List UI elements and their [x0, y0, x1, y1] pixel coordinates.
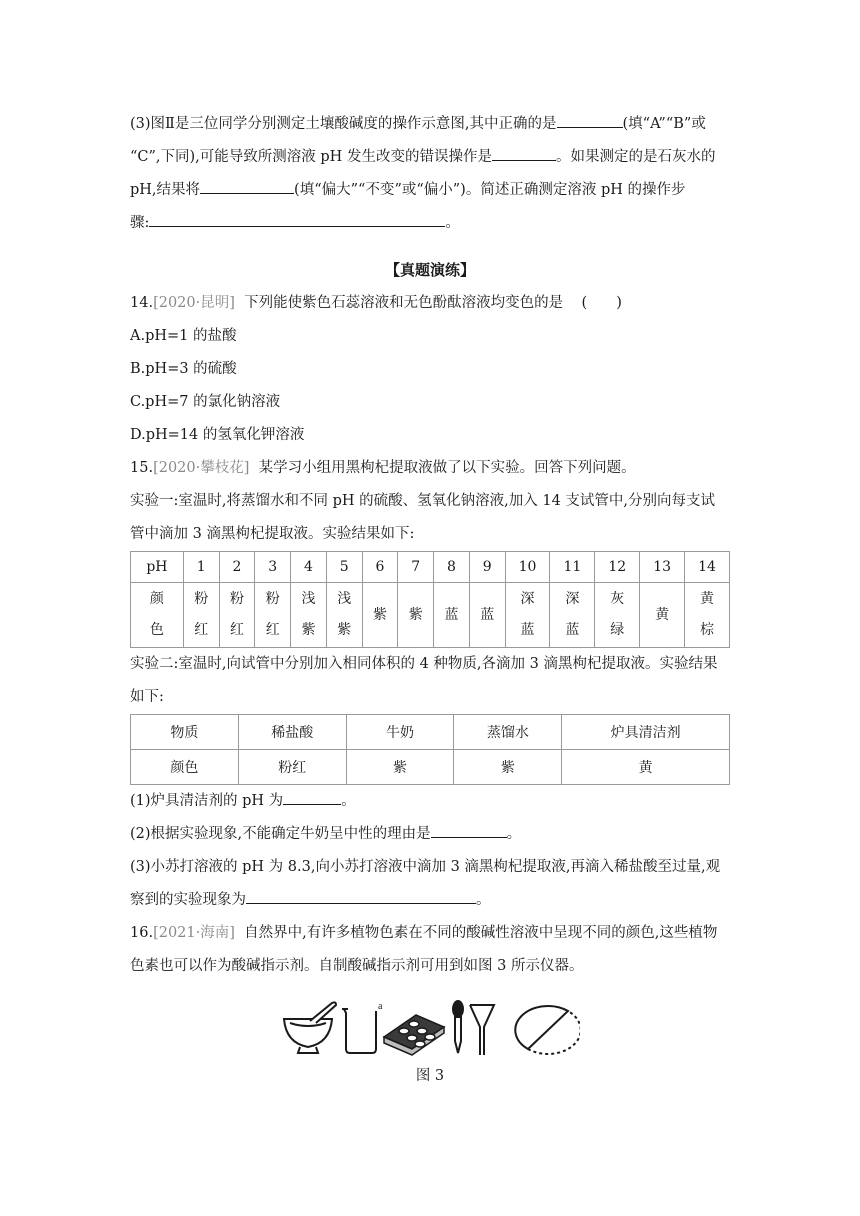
answer-blank[interactable]: [431, 821, 507, 838]
beaker-icon: [342, 1009, 376, 1053]
table-cell: 黄 棕: [685, 583, 730, 648]
q13-line2: “C”,下同),可能导致所测溶液 pH 发生改变的错误操作是 。如果测定的是石灰水的: [130, 141, 730, 174]
q13-line4: 骤: 。: [130, 207, 730, 240]
table-cell: 1: [183, 552, 219, 583]
table-header-cell: 炉具清洁剂: [562, 715, 730, 750]
substance-color-table: [130, 714, 730, 785]
table-cell: 紫: [346, 750, 454, 785]
table-cell: 8: [434, 552, 470, 583]
q15-exp1-line2: 管中滴加 3 滴黑枸杞提取液。实验结果如下:: [130, 526, 415, 542]
table-cell: 11: [550, 552, 595, 583]
table-cell: 粉 红: [255, 583, 291, 648]
table-cell: 蓝: [469, 583, 505, 648]
answer-blank[interactable]: [283, 788, 341, 805]
filter-paper-icon: [515, 1006, 580, 1054]
table-cell: 14: [685, 552, 730, 583]
section-title: 【真题演练】: [384, 261, 475, 279]
q13-line3: pH,结果将 (填“偏大”“不变”或“偏小”)。简述正确测定溶液 pH 的操作步: [130, 174, 730, 207]
q15-stem: 15.[2020·攀枝花] 某学习小组用黑枸杞提取液做了以下实验。回答下列问题。: [130, 460, 636, 476]
q16-stem: 16.[2021·海南] 自然界中,有许多植物色素在不同的酸碱性溶液中呈现不同的颜色,这些植物: [130, 925, 718, 941]
table-cell: 2: [219, 552, 255, 583]
answer-blank[interactable]: [557, 111, 623, 128]
table-row: [131, 750, 730, 785]
table-cell: 粉 红: [183, 583, 219, 648]
table-cell: 3: [255, 552, 291, 583]
q15-sub3-line1: (3)小苏打溶液的 pH 为 8.3,向小苏打溶液中滴加 3 滴黑枸杞提取液,再滴入稀盐酸至过量,观: [130, 859, 721, 875]
table-header-cell: pH: [131, 552, 184, 583]
q15-sub2: (2)根据实验现象,不能确定牛奶呈中性的理由是 。: [130, 818, 730, 851]
table-cell: 10: [505, 552, 550, 583]
q15-source: [2020·攀枝花]: [153, 460, 250, 476]
table-cell: 粉 红: [219, 583, 255, 648]
q14-source: [2020·昆明]: [153, 295, 235, 311]
q15-sub3-line2: 察到的实验现象为 。: [130, 884, 730, 917]
worksheet-page: [130, 108, 730, 1091]
table-cell: 4: [291, 552, 327, 583]
table-row: [131, 552, 730, 583]
q16-source: [2021·海南]: [153, 925, 235, 941]
table-cell: 5: [326, 552, 362, 583]
table-cell: 浅 紫: [326, 583, 362, 648]
table-cell: 7: [398, 552, 434, 583]
table-cell: 黄: [640, 583, 685, 648]
table-cell: 黄: [562, 750, 730, 785]
table-cell: 6: [362, 552, 398, 583]
answer-blank[interactable]: [200, 177, 294, 194]
table-cell: 13: [640, 552, 685, 583]
q14-option-a[interactable]: A.pH=1 的盐酸: [130, 328, 237, 344]
table-row: [131, 583, 730, 648]
lab-instruments-illustration: [280, 997, 580, 1057]
table-cell: 深 蓝: [550, 583, 595, 648]
q15-exp2-line2: 如下:: [130, 689, 164, 705]
answer-blank[interactable]: [492, 144, 556, 161]
table-cell: 蓝: [434, 583, 470, 648]
spot-plate-icon: [384, 1015, 444, 1055]
table-cell: 紫: [454, 750, 562, 785]
table-cell: 紫: [398, 583, 434, 648]
answer-blank[interactable]: [246, 887, 476, 904]
figure-label: a: [378, 1001, 383, 1012]
table-row: [131, 715, 730, 750]
table-header-cell: 物质: [131, 715, 239, 750]
q16-stem-line2: 色素也可以作为酸碱指示剂。自制酸碱指示剂可用到如图 3 所示仪器。: [130, 958, 584, 974]
q15-exp2-line1: 实验二:室温时,向试管中分别加入相同体积的 4 种物质,各滴加 3 滴黑枸杞提取液。实验结果: [130, 656, 718, 672]
funnel-icon: [470, 1005, 494, 1055]
mortar-pestle-icon: [284, 1002, 336, 1053]
table-header-cell: 稀盐酸: [238, 715, 346, 750]
table-cell: 粉红: [238, 750, 346, 785]
table-cell: 颜色: [131, 750, 239, 785]
answer-blank[interactable]: [149, 210, 445, 227]
table-cell: 9: [469, 552, 505, 583]
figure-3: [130, 997, 730, 1061]
table-header-cell: 颜 色: [131, 583, 184, 648]
table-header-cell: 蒸馏水: [454, 715, 562, 750]
q14-stem: 14.[2020·昆明] 下列能使紫色石蕊溶液和无色酚酞溶液均变色的是 ( ): [130, 295, 622, 311]
q14-option-d[interactable]: D.pH=14 的氢氧化钾溶液: [130, 427, 305, 443]
dropper-icon: [453, 1001, 463, 1053]
table-cell: 灰 绿: [595, 583, 640, 648]
q15-sub1: (1)炉具清洁剂的 pH 为 。: [130, 785, 730, 818]
q15-exp1-line1: 实验一:室温时,将蒸馏水和不同 pH 的硫酸、氢氧化钠溶液,加入 14 支试管中,分别向每支试: [130, 493, 716, 509]
q14-option-c[interactable]: C.pH=7 的氯化钠溶液: [130, 394, 281, 410]
table-cell: 紫: [362, 583, 398, 648]
table-cell: 深 蓝: [505, 583, 550, 648]
table-cell: 浅 紫: [291, 583, 327, 648]
ph-color-table: [130, 551, 730, 648]
table-header-cell: 牛奶: [346, 715, 454, 750]
q14-option-b[interactable]: B.pH=3 的硫酸: [130, 361, 237, 377]
table-cell: 12: [595, 552, 640, 583]
figure-caption: 图 3: [415, 1068, 445, 1084]
q13-line1: (3)图Ⅱ是三位同学分别测定土壤酸碱度的操作示意图,其中正确的是 (填“A”“B”或: [130, 108, 730, 141]
